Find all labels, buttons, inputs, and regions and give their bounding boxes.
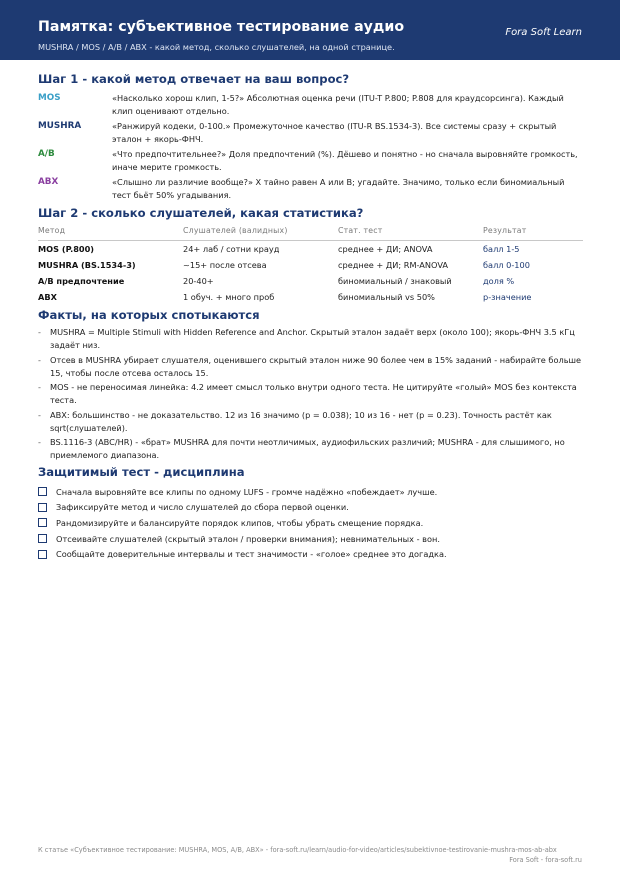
table-cell: 24+ лаб / сотни крауд <box>183 244 280 254</box>
checklist-text: Зафиксируйте метод и число слушателей до сбора первой оценки. <box>56 502 349 513</box>
checklist-item <box>38 515 583 531</box>
method-name: A/B <box>38 149 55 159</box>
defense-heading: Защитимый тест - дисциплина <box>38 465 245 479</box>
checkbox[interactable] <box>38 550 47 559</box>
facts-heading: Факты, на которых спотыкаются <box>38 308 260 322</box>
table-cell: среднее + ДИ; RM-ANOVA <box>338 260 449 270</box>
table-cell: ~15+ после отсева <box>183 260 267 270</box>
checklist-text: Рандомизируйте и балансируйте порядок клипов, чтобы убрать смещение порядка. <box>56 517 424 528</box>
fact-item: - ABX: большинство - не доказательство. 12 из 16 значимо (p = 0.038); 10 из 16 - нет (p = 0.23). Точность растёт как sqrt(слушателей). <box>38 409 583 435</box>
method-description: «Ранжируй кодеки, 0-100.» Промежуточное качество (ITU-R BS.1534-3). Все системы сразу + скрытый эталон + якорь-ФНЧ. <box>112 121 557 144</box>
fact-item: - BS.1116-3 (ABC/HR) - «брат» MUSHRA для почти неотличимых, аудиофильских различий; MUSHRA - для слышимого, но приемлемого диапазона. <box>38 436 583 462</box>
table-cell: доля % <box>483 276 515 286</box>
checklist-item <box>38 484 583 500</box>
method-name: MUSHRA <box>38 121 82 131</box>
checkbox[interactable] <box>38 503 47 512</box>
table-cell: A/B предпочтение <box>38 276 125 286</box>
facts-list <box>38 326 583 464</box>
page-subtitle: MUSHRA / MOS / A/B / ABX - какой метод, сколько слушателей, на одной странице. <box>38 42 395 52</box>
table-cell: 20-40+ <box>183 276 214 286</box>
table-cell: p-значение <box>483 292 532 302</box>
checklist-text: Сначала выровняйте все клипы по одному LUFS - громче надёжно «побеждает» лучше. <box>56 486 438 497</box>
table-cell: 1 обуч. + много проб <box>183 292 275 302</box>
table-cell: биномиальный / знаковый <box>338 276 452 286</box>
header-bar <box>0 0 620 60</box>
checklist <box>38 484 583 562</box>
method-description: «Слышно ли различие вообще?» X тайно равен A или B; угадайте. Значимо, только если биномиальный тест бьёт 50% угадывания. <box>112 177 565 200</box>
stats-table <box>38 222 583 305</box>
column-header: Результат <box>483 222 583 241</box>
table-header-row <box>38 222 583 241</box>
method-description: «Что предпочтительнее?» Доля предпочтений (%). Дёшево и понятно - но сначала выровняйте громкость, иначе мерите громкость. <box>112 149 578 172</box>
table-cell: биномиальный vs 50% <box>338 292 435 302</box>
method-row <box>38 148 583 174</box>
checklist-item <box>38 500 583 516</box>
checklist-text: Отсеивайте слушателей (скрытый эталон / проверки внимания); невнимательных - вон. <box>56 533 440 544</box>
method-description: «Насколько хорош клип, 1-5?» Абсолютная оценка речи (ITU-T P.800; P.808 для краудсорсинга). Каждый клип оценивают отдельно. <box>112 93 564 116</box>
table-row <box>38 273 583 289</box>
checklist-text: Сообщайте доверительные интервалы и тест значимости - «голое» среднее это догадка. <box>56 549 447 560</box>
table-cell: ABX <box>38 292 57 302</box>
fact-item: - Отсев в MUSHRA убирает слушателя, оценившего скрытый эталон ниже 90 более чем в 15% заданий - набирайте больше 15, чтобы после отсева осталось 15. <box>38 354 583 380</box>
table-cell: балл 0-100 <box>483 260 530 270</box>
method-name: MOS <box>38 93 61 103</box>
footer-article-link[interactable]: К статье «Субъективное тестирование: MUSHRA, MOS, A/B, ABX» - fora-soft.ru/learn/audio-for-video/articles/subektivnoe-testirovanie-mushra-mos-ab-abx <box>38 846 557 854</box>
fact-item: - MOS - не переносимая линейка: 4.2 имеет смысл только внутри одного теста. Не цитируйте «голый» MOS без контекста теста. <box>38 381 583 407</box>
table-row <box>38 257 583 273</box>
table-cell: MOS (P.800) <box>38 244 95 254</box>
table-cell: среднее + ДИ; ANOVA <box>338 244 433 254</box>
method-row <box>38 92 583 118</box>
checkbox[interactable] <box>38 487 47 496</box>
step2-heading: Шаг 2 - сколько слушателей, какая статистика? <box>38 206 364 220</box>
column-header: Слушателей (валидных) <box>183 222 338 241</box>
checklist-item <box>38 546 583 562</box>
footer-brand: Fora Soft - fora-soft.ru <box>509 856 582 864</box>
method-row <box>38 120 583 146</box>
step1-heading: Шаг 1 - какой метод отвечает на ваш вопрос? <box>38 72 350 86</box>
column-header: Метод <box>38 222 183 241</box>
table-row <box>38 241 583 258</box>
footer <box>38 845 582 865</box>
method-name: ABX <box>38 177 59 187</box>
table-cell: балл 1-5 <box>483 244 520 254</box>
method-row <box>38 176 583 202</box>
column-header: Стат. тест <box>338 222 483 241</box>
page-title: Памятка: субъективное тестирование аудио <box>38 19 405 35</box>
methods-list <box>38 92 583 204</box>
table-row <box>38 289 583 305</box>
table-cell: MUSHRA (BS.1534-3) <box>38 260 136 270</box>
checklist-item <box>38 531 583 547</box>
checkbox[interactable] <box>38 534 47 543</box>
fact-item: - MUSHRA = Multiple Stimuli with Hidden Reference and Anchor. Скрытый эталон задаёт верх (около 100); якорь-ФНЧ 3.5 кГц задаёт низ. <box>38 326 583 352</box>
checkbox[interactable] <box>38 518 47 527</box>
brand-label: Fora Soft Learn <box>505 27 582 38</box>
